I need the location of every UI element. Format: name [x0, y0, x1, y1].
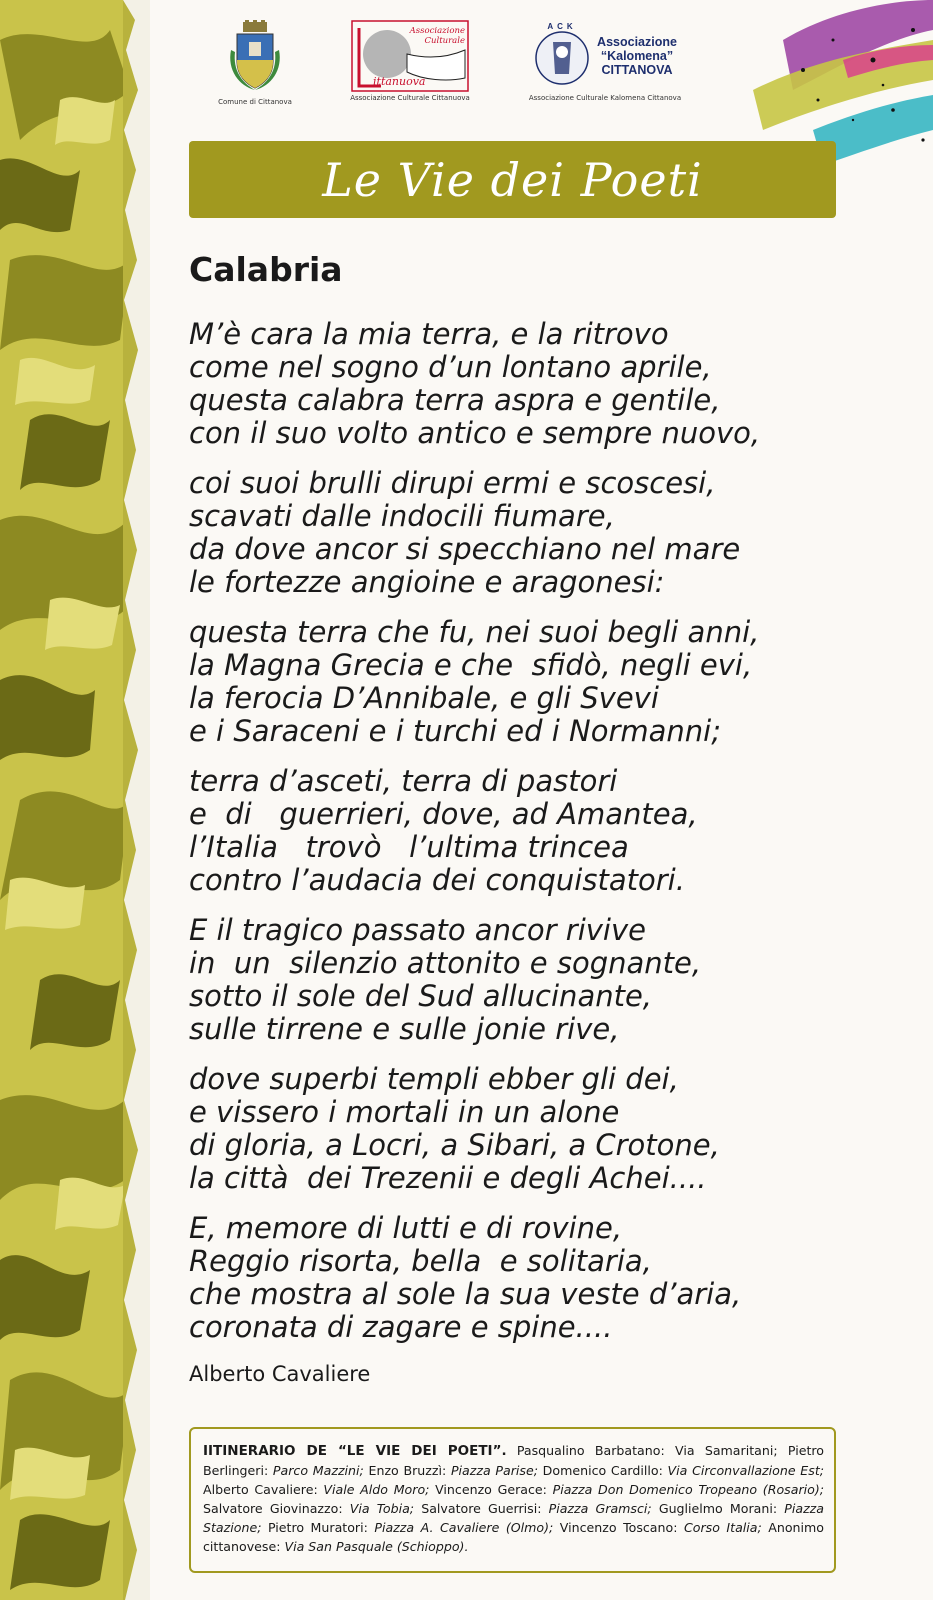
- itinerary-place: Corso Italia;: [683, 1520, 769, 1535]
- itinerary-poet: Pietro Muratori:: [267, 1520, 375, 1535]
- itinerary-place: Via Circonvallazione Est;: [667, 1463, 824, 1478]
- assoc-text-lines: Associazione Culturale: [409, 26, 465, 46]
- itinerary-heading: IITINERARIO DE “LE VIE DEI POETI”.: [203, 1443, 507, 1459]
- itinerary-place: Via San Pasquale (Schioppo).: [284, 1539, 469, 1554]
- itinerary-place: Piazza Parise;: [450, 1463, 543, 1478]
- poem-line: E, memore di lutti e di rovine,: [189, 1211, 623, 1245]
- itinerary-poet: Pietro Berlingeri:: [203, 1443, 824, 1478]
- assoc-wordmark: ittanuova: [373, 75, 426, 88]
- itinerary-poet: Guglielmo Morani:: [658, 1501, 785, 1516]
- poem-line: in un silenzio attonito e sognante,: [189, 946, 702, 980]
- poem-line: scavati dalle indocili fiumare,: [189, 499, 615, 533]
- itinerary-box: [189, 1427, 836, 1573]
- poem-title: Calabria: [189, 250, 343, 289]
- poem-line: e vissero i mortali in un alone: [189, 1095, 620, 1129]
- itinerary-poet: Domenico Cardillo:: [542, 1463, 668, 1478]
- logo-caption-comune: Comune di Cittanova: [218, 98, 292, 106]
- poem-line: con il suo volto antico e sempre nuovo,: [189, 416, 761, 450]
- poem-line: come nel sogno d’un lontano aprile,: [189, 350, 712, 384]
- poem-body: [189, 318, 829, 1361]
- poem-line: contro l’audacia dei conquistatori.: [189, 863, 685, 897]
- itinerary-poet: Salvatore Giovinazzo:: [203, 1501, 350, 1516]
- itinerary-place: Parco Mazzini;: [272, 1463, 369, 1478]
- poem-stanza: [189, 467, 829, 599]
- poem-line: coi suoi brulli dirupi ermi e scoscesi,: [189, 466, 716, 500]
- poem-line: M’è cara la mia terra, e la ritrovo: [189, 317, 669, 351]
- poem-line: sotto il sole del Sud allucinante,: [189, 979, 653, 1013]
- itinerary-poet: Vincenzo Gerace:: [435, 1482, 553, 1497]
- poem-line: coronata di zagare e spine....: [189, 1310, 613, 1344]
- kalomena-name: Associazione “Kalomena” CITTANOVA: [597, 35, 677, 77]
- poem-line: Reggio risorta, bella e solitaria,: [189, 1244, 652, 1278]
- poem-line: la città dei Trezenii e degli Achei....: [189, 1161, 707, 1195]
- logo-comune-cittanova: [200, 20, 310, 106]
- kalomena-emblem-letters: ACK: [547, 22, 577, 31]
- itinerary-place: Via Tobia;: [349, 1501, 422, 1516]
- logo-caption-assoc: Associazione Culturale Cittanuova: [350, 94, 470, 102]
- poem-line: E il tragico passato ancor rivive: [189, 913, 646, 947]
- logo-caption-kalomena: Associazione Culturale Kalomena Cittanova: [528, 94, 682, 102]
- header-logos: [200, 20, 720, 120]
- poem-line: di gloria, a Locri, a Sibari, a Crotone,: [189, 1128, 720, 1162]
- poem-line: l’Italia trovò l’ultima trincea: [189, 830, 629, 864]
- poem-line: sulle tirrene e sulle jonie rive,: [189, 1012, 620, 1046]
- itinerary-place: Via Samaritani;: [674, 1443, 788, 1458]
- poem-stanza: [189, 765, 829, 897]
- logo-associazione-cittanuova: [345, 20, 475, 102]
- itinerary-place: Piazza Gramsci;: [548, 1501, 659, 1516]
- poem-line: e di guerrieri, dove, ad Amantea,: [189, 797, 698, 831]
- poem-line: la ferocia D’Annibale, e gli Svevi: [189, 681, 659, 715]
- poem-line: le fortezze angioine e aragonesi:: [189, 565, 665, 599]
- logo-kalomena: [525, 20, 685, 102]
- kalomena-emblem: [533, 24, 591, 88]
- banner-title: Le Vie dei Poeti: [322, 152, 703, 207]
- decorative-camouflage-strip: [0, 0, 150, 1600]
- poem-stanza: [189, 616, 829, 748]
- itinerary-entries: [203, 1443, 824, 1554]
- assoc-emblem: [351, 20, 469, 92]
- itinerary-place: Piazza A. Cavaliere (Olmo);: [374, 1520, 560, 1535]
- poem-line: dove superbi templi ebber gli dei,: [189, 1062, 679, 1096]
- itinerary-poet: Salvatore Guerrisi:: [421, 1501, 549, 1516]
- itinerary-place: Viale Aldo Moro;: [323, 1482, 436, 1497]
- poem-line: e i Saraceni e i turchi ed i Normanni;: [189, 714, 721, 748]
- itinerary-poet: Enzo Bruzzì:: [368, 1463, 451, 1478]
- coat-of-arms-icon: [225, 20, 285, 92]
- title-banner: [189, 141, 836, 218]
- itinerary-poet: Pasqualino Barbatano:: [516, 1443, 675, 1458]
- poem-stanza: [189, 1063, 829, 1195]
- itinerary-poet: Anonimo cittanovese:: [203, 1520, 825, 1554]
- poem-line: questa calabra terra aspra e gentile,: [189, 383, 721, 417]
- poem-line: che mostra al sole la sua veste d’aria,: [189, 1277, 742, 1311]
- kalomena-emblem-icon: [533, 24, 591, 88]
- poem-author: Alberto Cavaliere: [189, 1362, 371, 1386]
- itinerary-poet: Alberto Cavaliere:: [203, 1482, 324, 1497]
- poem-stanza: [189, 914, 829, 1046]
- poem-line: da dove ancor si specchiano nel mare: [189, 532, 741, 566]
- poem-line: questa terra che fu, nei suoi begli anni,: [189, 615, 760, 649]
- poem-line: terra d’asceti, terra di pastori: [189, 764, 618, 798]
- itinerary-place: Piazza Stazione;: [203, 1501, 825, 1535]
- itinerary-place: Piazza Don Domenico Tropeano (Rosario);: [552, 1482, 824, 1497]
- poem-stanza: [189, 1212, 829, 1344]
- poem-line: la Magna Grecia e che sfidò, negli evi,: [189, 648, 753, 682]
- poem-stanza: [189, 318, 829, 450]
- itinerary-poet: Vincenzo Toscano:: [559, 1520, 684, 1535]
